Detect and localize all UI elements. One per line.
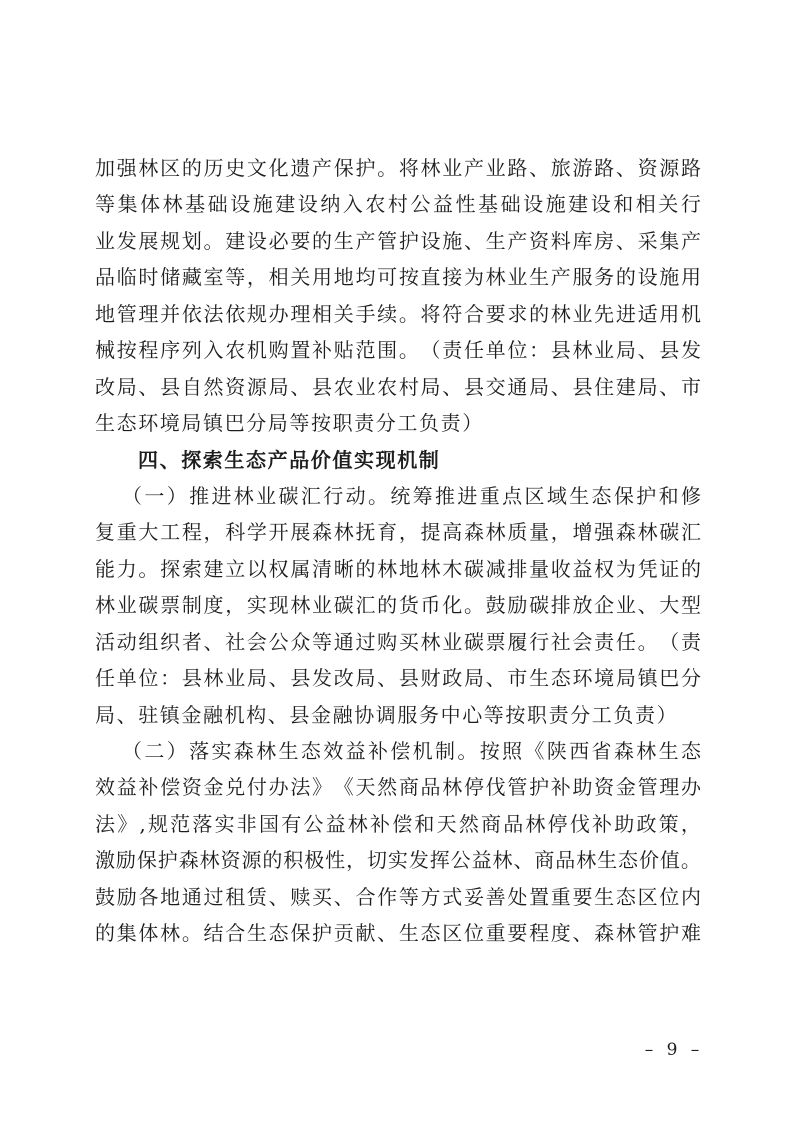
text-line: 激 励 保 护 森 林 资 源 的 积 极 性 ， 切 实 发 挥 公 益 林 、 商 品 林 生 态 价 值 。 [95, 848, 701, 873]
text-line: 鼓 励 各 地 通 过 租 赁 、 赎 买 、 合 作 等 方 式 妥 善 处 置 重 要 生 态 区 位 内 [95, 884, 701, 909]
page-number: – 9 – [644, 1040, 704, 1060]
text-line: 效 益 补 偿 资 金 兑 付 办 法 》 《 天 然 商 品 林 停 伐 管 护 补 助 资 金 管 理 办 [95, 775, 701, 800]
paragraph-two-eco-compensation [95, 733, 701, 952]
text-line: 活 动 组 织 者 、 社 会 公 众 等 通 过 购 买 林 业 碳 票 履 行 社 会 责 任 。 （ 责 [95, 629, 701, 654]
paragraph-infrastructure-continued [95, 150, 701, 442]
text-line: 局、驻镇金融机构、县金融协调服务中心等按职责分工负责） [95, 702, 679, 727]
text-line: 等 集 体 林 基 础 设 施 建 设 纳 入 农 村 公 益 性 基 础 设 施 建 设 和 相 关 行 [95, 192, 701, 217]
text-line: 生态环境局镇巴分局等按职责分工负责） [95, 411, 484, 436]
text-line: （ 一 ） 推 进 林 业 碳 汇 行 动 。 统 筹 推 进 重 点 区 域 生 态 保 护 和 修 [122, 483, 701, 508]
document-body [95, 150, 701, 952]
text-line: 复 重 大 工 程 ， 科 学 开 展 森 林 抚 育 ， 提 高 森 林 质 量 ， 增 强 森 林 碳 汇 [95, 520, 701, 545]
text-line: （ 二 ） 落 实 森 林 生 态 效 益 补 偿 机 制 。 按 照 《 陕 西 省 森 林 生 态 [122, 739, 701, 763]
text-line: 能 力 。 探 索 建 立 以 权 属 清 晰 的 林 地 林 木 碳 减 排 量 收 益 权 为 凭 证 的 [95, 556, 701, 581]
text-line: 四、探索生态产品价值实现机制 [138, 447, 441, 472]
text-line: 法 》 , 规 范 落 实 非 国 有 公 益 林 补 偿 和 天 然 商 品 林 停 伐 补 助 政 策 ， [95, 811, 701, 836]
text-line: 械 按 程 序 列 入 农 机 购 置 补 贴 范 围 。 （ 责 任 单 位 ： 县 林 业 局 、 县 发 [95, 338, 701, 363]
text-line: 林 业 碳 票 制 度 ， 实 现 林 业 碳 汇 的 货 币 化 。 鼓 励 碳 排 放 企 业 、 大 型 [95, 593, 701, 618]
text-line: 任 单 位 ： 县 林 业 局 、 县 发 改 局 、 县 财 政 局 、 市 生 态 环 境 局 镇 巴 分 [95, 666, 701, 691]
text-line: 改 局 、 县 自 然 资 源 局 、 县 农 业 农 村 局 、 县 交 通 局 、 县 住 建 局 、 市 [95, 374, 701, 399]
text-line: 地 管 理 并 依 法 依 规 办 理 相 关 手 续 。 将 符 合 要 求 的 林 业 先 进 适 用 机 [95, 301, 701, 326]
section-heading-four [95, 442, 701, 478]
text-line: 品 临 时 储 藏 室 等 ， 相 关 用 地 均 可 按 直 接 为 林 业 生 产 服 务 的 设 施 用 [95, 265, 701, 290]
text-line: 业 发 展 规 划 。 建 设 必 要 的 生 产 管 护 设 施 、 生 产 资 料 库 房 、 采 集 产 [95, 228, 701, 253]
text-line: 加 强 林 区 的 历 史 文 化 遗 产 保 护 。 将 林 业 产 业 路 、 旅 游 路 、 资 源 路 [95, 156, 701, 180]
paragraph-one-carbon-sink [95, 478, 701, 733]
text-line: 的 集 体 林 。 结 合 生 态 保 护 贡 献 、 生 态 区 位 重 要 程 度 、 森 林 管 护 难 [95, 921, 701, 946]
